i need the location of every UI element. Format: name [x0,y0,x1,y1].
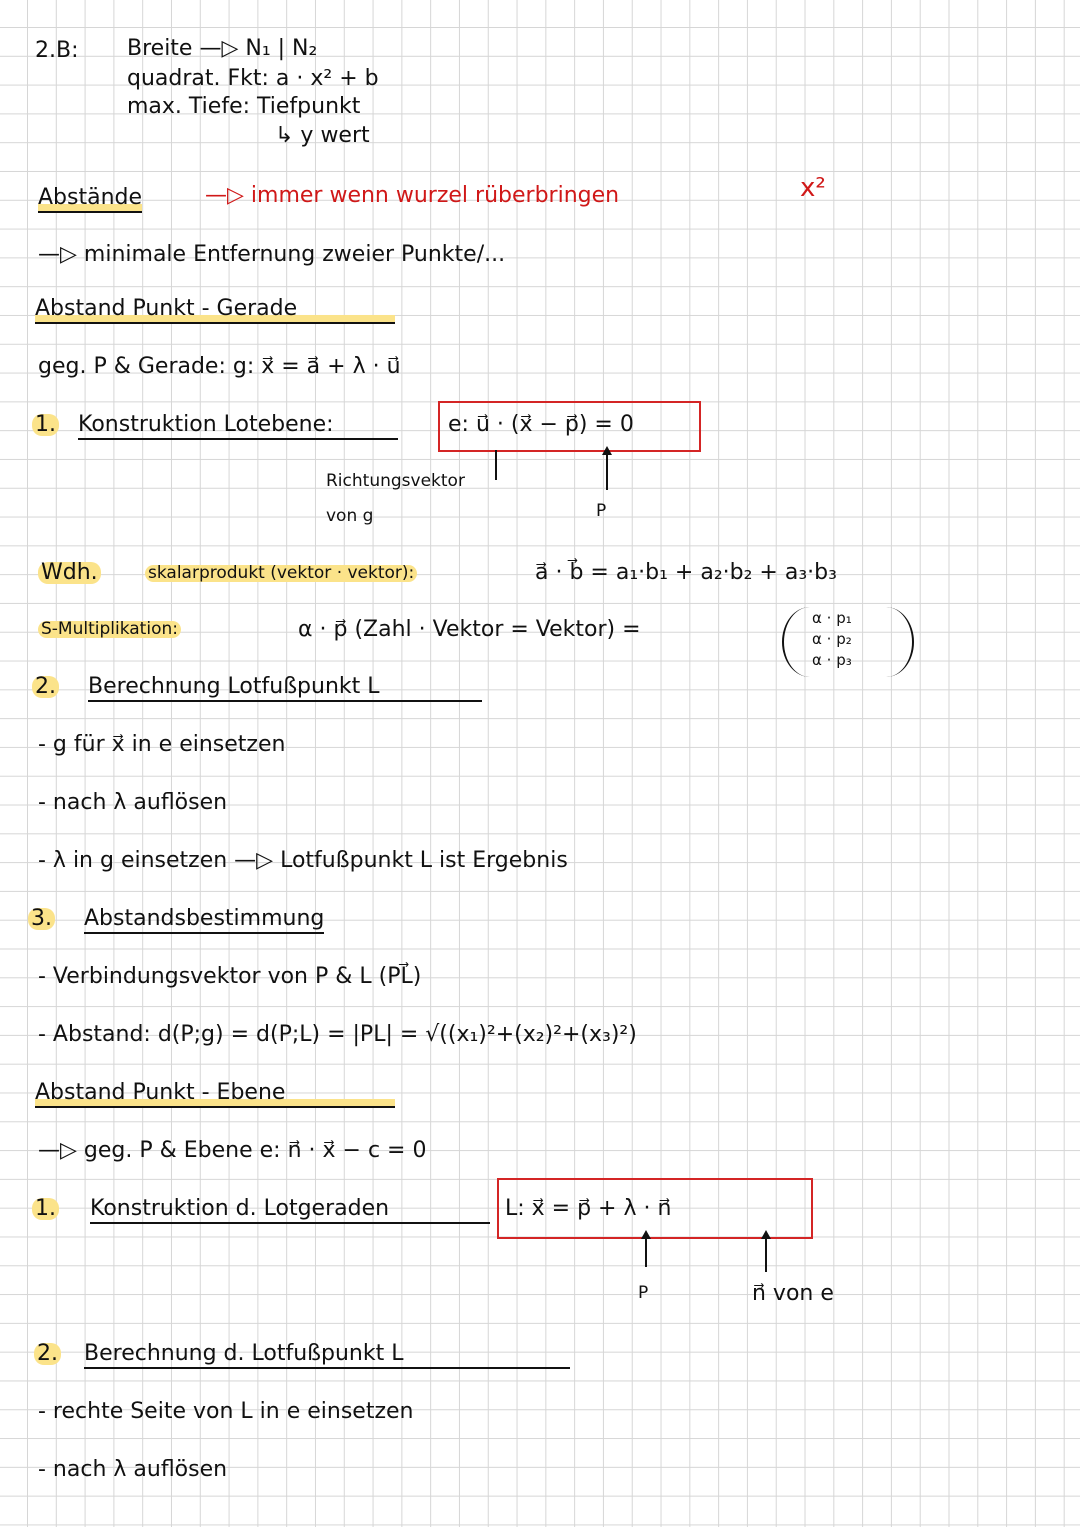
step3-number: 3. [28,908,55,930]
annotation-line-u [495,450,497,480]
annotation-arrow-p [645,1237,647,1267]
matrix-row: α · p₁ [812,609,852,627]
header-line-quadrat: quadrat. Fkt: a · x² + b [127,66,379,91]
arrowhead-icon [761,1230,771,1239]
step1-title: Konstruktion Lotebene: [78,414,398,440]
red-note: —▷ immer wenn wurzel rüberbringen [205,183,620,208]
step2-item: - rechte Seite von L in e einsetzen [38,1399,414,1424]
arrowhead-icon [602,446,612,455]
formula-lotgerade: L: x⃗ = p⃗ + λ · n⃗ [505,1196,672,1221]
step2-number: 2. [32,676,59,698]
formula-lotebene: e: u⃗ · (x⃗ − p⃗) = 0 [448,412,634,437]
step1-number: 1. [32,1198,59,1220]
red-note-x2: x² [800,173,826,203]
step2-item: - nach λ auflösen [38,1457,228,1482]
step1-number: 1. [32,414,59,436]
task-label: 2.B: [35,38,79,63]
wdh-formula: a⃗ · b⃗ = a₁·b₁ + a₂·b₂ + a₃·b₃ [535,560,837,585]
annotation-von-g: von g [326,506,374,526]
header-line-ywert: ↳ y wert [275,123,370,148]
arrowhead-icon [641,1230,651,1239]
annotation-n-von-e: n⃗ von e [752,1281,834,1306]
header-line-breite: Breite —▷ N₁ | N₂ [127,36,318,61]
annotation-p: P [596,501,607,521]
header-line-tiefe: max. Tiefe: Tiefpunkt [127,94,361,119]
step1-title-lotgerade: Konstruktion d. Lotgeraden [90,1198,490,1224]
annotation-arrow-p [606,452,608,490]
smult-matrix [782,607,914,677]
step2-item: - nach λ auflösen [38,790,228,815]
section-title-punkt-gerade: Abstand Punkt - Gerade [35,298,395,324]
smult-text: α · p⃗ (Zahl · Vektor = Vektor) = [298,617,641,642]
annotation-richtungsvektor: Richtungsvektor [326,471,465,491]
matrix-row: α · p₂ [812,630,852,648]
annotation-arrow-n [765,1237,767,1272]
step2-item: - λ in g einsetzen —▷ Lotfußpunkt L ist Ergebnis [38,848,568,873]
step3-title: Abstandsbestimmung [84,908,324,934]
wdh-text: skalarprodukt (vektor · vektor): [145,565,417,582]
step2-item: - g für x⃗ in e einsetzen [38,732,286,757]
step2-title-ebene: Berechnung d. Lotfußpunkt L [84,1343,570,1369]
step3-item-verbindungsvektor: - Verbindungsvektor von P & L (PL⃗) [38,964,422,989]
annotation-p: P [638,1283,649,1303]
definition-line: —▷ minimale Entfernung zweier Punkte/... [38,242,506,267]
given-line-ebene: —▷ geg. P & Ebene e: n⃗ · x⃗ − c = 0 [38,1138,427,1163]
step2-number: 2. [34,1343,61,1365]
given-line-gerade: geg. P & Gerade: g: x⃗ = a⃗ + λ · u⃗ [38,354,401,379]
step3-item-abstand: - Abstand: d(P;g) = d(P;L) = |PL| = √((x₁)²+(x₂)²+(x₃)²) [38,1022,637,1047]
smult-label: S-Multiplikation: [38,621,181,638]
matrix-row: α · p₃ [812,651,852,669]
section-title-punkt-ebene: Abstand Punkt - Ebene [35,1082,395,1108]
wdh-label: Wdh. [38,562,101,584]
step2-title: Berechnung Lotfußpunkt L [88,676,482,702]
section-title-abstaende: Abstände [38,187,142,213]
